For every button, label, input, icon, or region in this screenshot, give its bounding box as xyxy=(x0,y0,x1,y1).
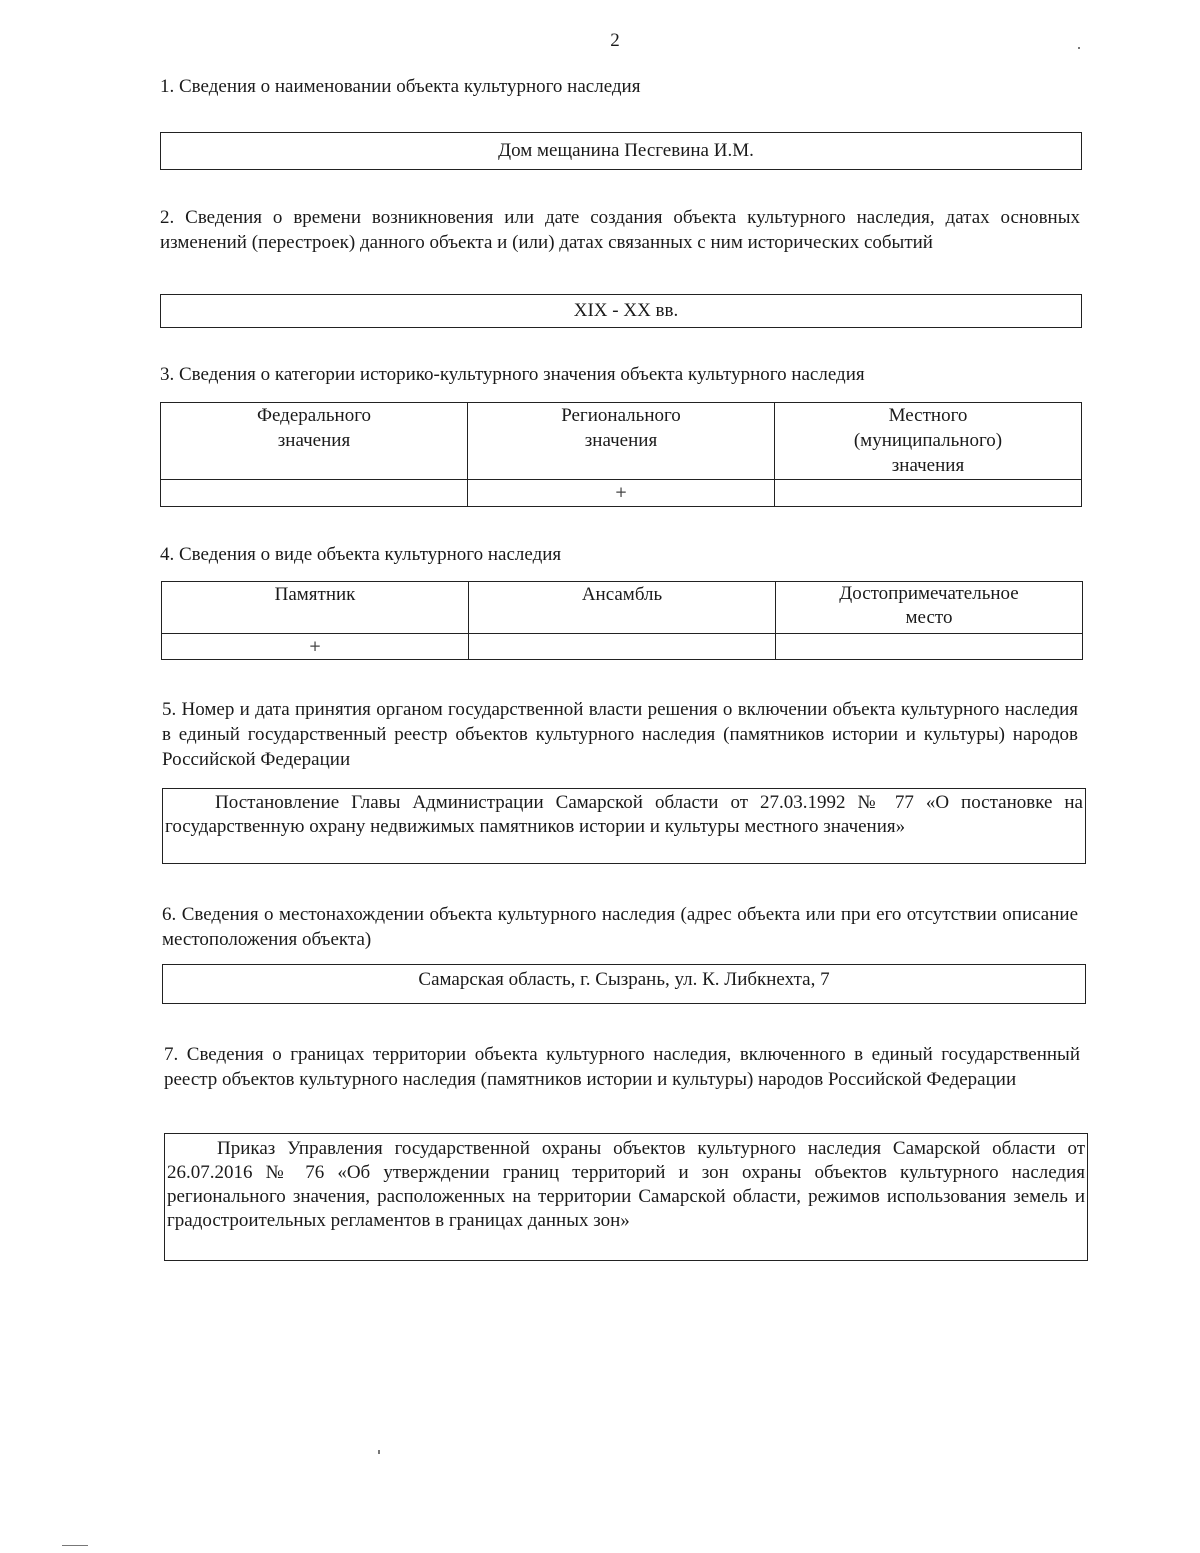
section-6-value-box xyxy=(162,964,1086,1004)
category-federal-value xyxy=(161,480,468,507)
type-landmark-header: Достопримечательное место xyxy=(776,582,1083,634)
section-5-value-box xyxy=(162,788,1086,864)
object-name: Дом мещанина Песгевина И.М. xyxy=(498,140,754,161)
object-type-table xyxy=(161,581,1083,660)
creation-period: XIX - XX вв. xyxy=(573,300,679,321)
type-monument-header: Памятник xyxy=(162,582,469,634)
type-monument-value: + xyxy=(162,634,469,660)
section-4-heading: 4. Сведения о виде объекта культурного наследия xyxy=(160,544,562,565)
type-ensemble-value xyxy=(469,634,776,660)
category-local-value xyxy=(775,480,1082,507)
type-ensemble-header: Ансамбль xyxy=(469,582,776,634)
category-federal-header: Федерального значения xyxy=(161,403,468,480)
registry-decision: Постановление Главы Администрации Самарской области от 27.03.1992 № 77 «О постановке на государственную охрану недвижимых памятников истории и культуры местного значения» xyxy=(165,792,1083,837)
section-2-value-box xyxy=(160,294,1082,328)
section-2-heading: 2. Сведения о времени возникновения или дате создания объекта культурного наследия, датах основных изменений (перестроек) данного объекта и (или) датах связанных с ним исторических событий xyxy=(160,207,1080,253)
section-1-value-box xyxy=(160,132,1082,170)
scan-speck xyxy=(1078,47,1080,49)
section-6-heading: 6. Сведения о местонахождении объекта культурного наследия (адрес объекта или при его отсутствии описание местоположения объекта) xyxy=(162,904,1078,950)
object-address: Самарская область, г. Сызрань, ул. К. Либкнехта, 7 xyxy=(418,969,830,990)
category-local-header: Местного (муниципального) значения xyxy=(775,403,1082,480)
category-table xyxy=(160,402,1082,507)
page-number: 2 xyxy=(610,30,620,51)
category-regional-value: + xyxy=(468,480,775,507)
section-3-heading: 3. Сведения о категории историко-культурного значения объекта культурного наследия xyxy=(160,364,865,385)
section-7-heading: 7. Сведения о границах территории объекта культурного наследия, включенного в единый государственный реестр объектов культурного наследия (памятников истории и культуры) народов Российской Федерации xyxy=(164,1044,1080,1090)
section-1-heading: 1. Сведения о наименовании объекта культурного наследия xyxy=(160,76,641,97)
type-landmark-value xyxy=(776,634,1083,660)
scan-speck xyxy=(62,1545,88,1546)
category-regional-header: Регионального значения xyxy=(468,403,775,480)
section-5-heading: 5. Номер и дата принятия органом государственной власти решения о включении объекта культурного наследия в единый государственный реестр объектов культурного наследия (памятников истории и культуры) народов Российской Федерации xyxy=(162,699,1078,770)
territory-boundaries-order: Приказ Управления государственной охраны объектов культурного наследия Самарской области от 26.07.2016 № 76 «Об утверждении границ территорий и зон охраны объектов культурного наследия регионального значения, расположенных на территории Самарской области, режимов использования земель и градостроительных регламентов в границах данных зон» xyxy=(167,1138,1085,1231)
section-7-value-box xyxy=(164,1133,1088,1261)
scan-speck xyxy=(378,1450,380,1454)
